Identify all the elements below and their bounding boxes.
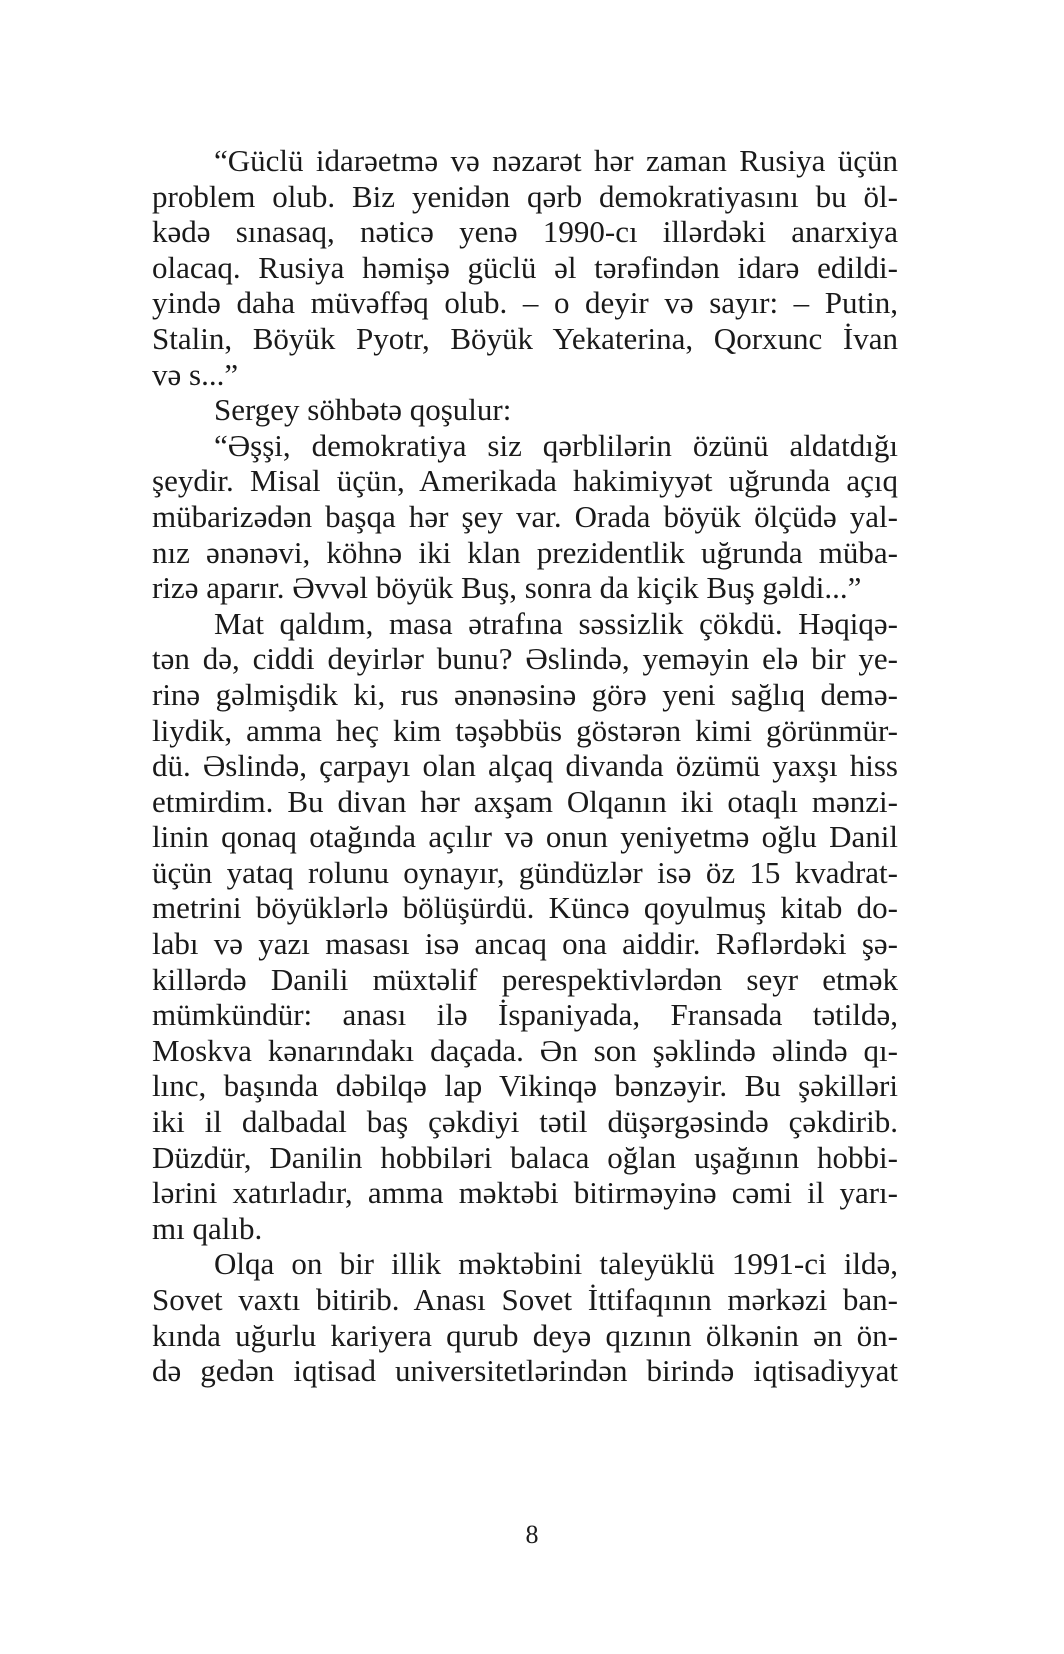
text-line: üçün yataq rolunu oynayır, gündüzlər isə öz 15 kvadrat- <box>152 854 898 890</box>
text-line: Stalin, Böyük Pyotr, Böyük Yekaterina, Qorxunc İvan <box>152 320 898 356</box>
text-line: etmirdim. Bu divan hər axşam Olqanın iki otaqlı mənzi- <box>152 783 898 819</box>
text-line: “Güclü idarəetmə və nəzarət hər zaman Rusiya üçün <box>214 143 898 178</box>
text-line: Düzdür, Danilin hobbiləri balaca oğlan uşağının hobbi- <box>152 1139 898 1175</box>
text-line: kında uğurlu kariyera qurub deyə qızının ölkənin ən ön- <box>152 1317 898 1353</box>
text-line: labı və yazı masası isə ancaq ona aiddir. Rəflərdəki şə- <box>152 926 898 962</box>
text-line: rizə aparır. Əvvəl böyük Buş, sonra da kiçik Buş gəldi...” <box>152 570 862 606</box>
text-line: problem olub. Biz yenidən qərb demokratiyasını bu öl- <box>152 178 898 214</box>
text-line: tən də, ciddi deyirlər bunu? Əslində, yeməyin elə bir ye- <box>152 641 898 677</box>
text-line: metrini böyüklərlə bölüşürdü. Küncə qoyulmuş kitab do- <box>152 890 898 926</box>
text-line: lınc, başında dəbilqə lap Vikinqə bənzəyir. Bu şəkilləri <box>152 1068 898 1104</box>
text-line: nız ənənəvi, köhnə iki klan prezidentlik uğrunda müba- <box>152 534 898 570</box>
text-line: Mat qaldım, masa ətrafına səssizlik çökdü. Həqiqə- <box>214 605 898 641</box>
text-line: mı qalıb. <box>152 1210 263 1246</box>
text-line: mübarizədən başqa hər şey var. Orada böyük ölçüdə yal- <box>152 498 898 534</box>
text-line: şeydir. Misal üçün, Amerikada hakimiyyət uğrunda açıq <box>152 463 898 499</box>
text-line: dü. Əslində, çarpayı olan alçaq divanda özümü yaxşı hiss <box>152 748 898 784</box>
text-line: Sovet vaxtı bitirib. Anası Sovet İttifaqının mərkəzi ban- <box>152 1282 898 1317</box>
text-line: lərini xatırladır, amma məktəbi bitirməyinə cəmi il yarı- <box>152 1175 898 1211</box>
text-line: killərdə Danili müxtəlif perespektivlərdən seyr etmək <box>152 961 898 997</box>
body-text <box>152 143 898 1389</box>
text-line: linin qonaq otağında açılır və onun yeniyetmə oğlu Danil <box>152 819 898 855</box>
text-line: Sergey söhbətə qoşulur: <box>214 392 512 428</box>
text-line: Moskva kənarındakı daçada. Ən son şəklində əlində qı- <box>152 1032 898 1068</box>
text-line: Olqa on bir illik məktəbini taleyüklü 1991-ci ildə, <box>214 1246 898 1282</box>
text-line: yində daha müvəffəq olub. – o deyir və sayır: – Putin, <box>152 285 898 321</box>
text-line: olacaq. Rusiya həmişə güclü əl tərəfindən idarə edildi- <box>152 249 898 285</box>
text-line: də gedən iqtisad universitetlərindən birində iqtisadiyyat <box>152 1353 898 1389</box>
text-line: mümkündür: anası ilə İspaniyada, Fransada tətildə, <box>152 997 898 1033</box>
page-number: 8 <box>525 1520 539 1549</box>
text-line: rinə gəlmişdik ki, rus ənənəsinə görə yeni sağlıq demə- <box>152 676 898 712</box>
text-line: kədə sınasaq, nəticə yenə 1990-cı illərdəki anarxiya <box>152 214 898 250</box>
text-line: iki il dalbadal baş çəkdiyi tətil düşərgəsində çəkdirib. <box>152 1104 898 1140</box>
text-line: liydik, amma heç kim təşəbbüs göstərən kimi görünmür- <box>152 712 898 748</box>
text-line: “Əşşi, demokratiya siz qərblilərin özünü aldatdığı <box>214 427 898 463</box>
text-line: və s...” <box>152 356 239 392</box>
